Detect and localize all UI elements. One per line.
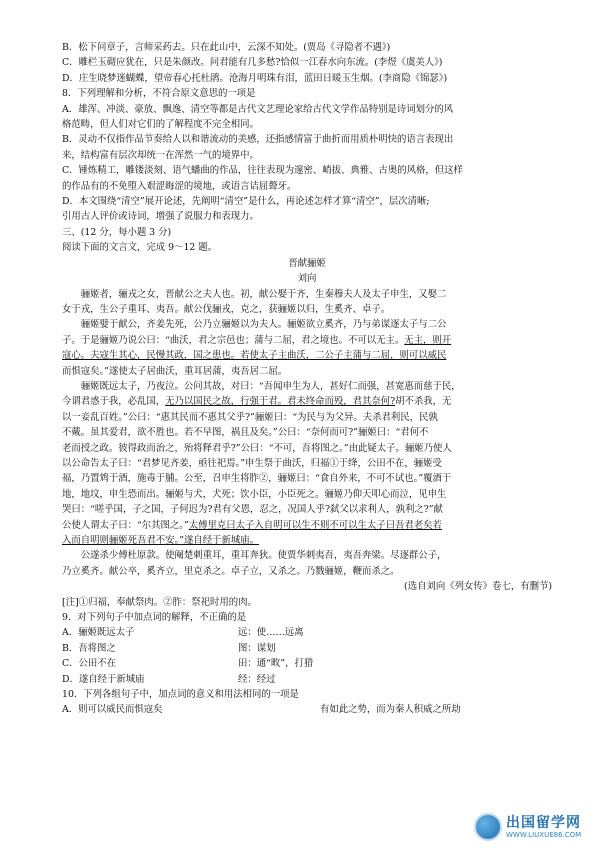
option-label: A．骊姬既远太子 [62,627,135,639]
reading-instruction: 阅读下面的文言文，完成 9～12 题。 [62,242,218,254]
q8-option-b-2: 来，结构富有层次却统一在浑然一气的境界中。 [62,149,259,161]
option-c-line: C．雕栏玉砌应犹在，只是朱颜改。问君能有几多愁?恰似一江春水向东流。(李煜《虞美人》) [62,57,443,69]
watermark-main: 出国留学网 [506,814,581,831]
passage-line: 福，乃置鸩于酒，施毒于脯。公至，召申生将胙②，骊姬曰：“食自外来，不可不试也。”覆酒于 [62,473,452,485]
passage-line [62,518,552,533]
passage-line: 骊姬既远太子，乃夜泣。公问其故，对曰：“吾闻申生为人，甚好仁而强，甚宽惠而慈于民， [80,380,461,392]
option-answer: 经：经过 [238,673,276,685]
passage-line: 女于戎，生公子重耳、夷吾。献公伐骊戎，克之，获骊姬以归，生奚齐、卓子。 [62,303,391,315]
passage-line: 不戴。虽其爱君，欲不胜也。若不早图，祸且及矣。”公曰：“奈何而可?”骊姬曰：“君何不 [62,427,429,439]
passage-line: 骊姬者，骊戎之女，晋献公之夫人也。初，献公娶于齐，生秦穆夫人及太子申生，又娶二 [80,288,447,300]
q8-option-d-1: D．本文围绕“清空”展开论述，先阐明“清空”是什么，再论述怎样才算“清空”，层次清晰; [62,196,430,208]
question-10-stem: 10．下列各组句子中，加点词的意义和用法相同的一项是 [62,689,299,701]
underlined-sentence-1-cont: 寇心。夫寇生其心，民慢其政，国之患也。若使太子主曲沃，二公子主蒲与二屈，则可以威民 [62,350,447,362]
passage-line: 以公命告太子曰：“君梦见齐姜，亟往祀焉。”申生祭于曲沃，归福①于绛，公田不在，骊姬受 [62,457,442,469]
passage-text: 公使人谓太子曰：“尔其图之。” [62,519,189,531]
option-label: D．遂自经于新城庙 [62,673,145,685]
passage-line [62,394,552,409]
passage-source: (选自刘向《列女传》卷七，有删节) [404,581,552,593]
passage-notes: [注]①归福，奉献祭肉。②胙：祭祀时用的肉。 [62,596,257,608]
option-label: C．公田不在 [62,658,117,670]
passage-line: 哭曰：“嗟乎国，子之国，子何迟为?君有父恩，忍之，况国人乎?弑父以求利人，孰利之?”献 [62,504,443,516]
passage-line: 乃立奚齐。献公卒，奚齐立，里克杀之。卓子立，又杀之。乃戮骊姬，鞭而杀之。 [62,565,400,577]
passage-text: 今谓君惑于我，必乱国， [62,396,166,408]
question-9-stem: 9．对下列句子中加点词的解释，不正确的是 [62,612,247,624]
passage-line [62,533,552,548]
option-b-line: B．松下问章子，言师采药去。只在此山中，云深不知处。(贾岛《寻隐者不遇》) [62,42,391,53]
watermark-text [506,816,581,839]
passage-line [62,333,552,348]
passage-line [62,348,552,363]
q8-option-c-2: 的作品有的不免堕入艰涩晦涩的境地，或语言诘屈聱牙。 [62,180,297,192]
underlined-sentence-2: 无乃以国民之故，行强于君。君未终命而殁，君其奈何? [165,396,396,408]
passage-line: 而惧寇矣。”遂使太子居曲沃，重耳居蒲，夷吾居二屈。 [62,365,288,377]
option-answer: 远：使……远离 [238,627,304,639]
passage-line: 以一妾乱百姓。”公曰：“惠其民而不惠其父乎?”骊姬曰：“为民与为父异。夫杀君利民，民孰 [62,411,438,423]
question-8-stem: 8．下列理解和分析，不符合原文意思的一项是 [62,88,256,100]
option-answer: 图：谋划 [238,642,276,654]
passage-text: 胡不杀我，无 [395,396,452,408]
q8-option-a-2: 格范畴，但人们对它们的了解程度不完全相同。 [62,119,259,131]
q8-option-b-1: B．灵动不仅指作品节奏给人以和谐流动的美感，还指感情富于曲折而用质朴明快的语言表现出 [62,134,454,146]
option-answer: 田：通“畋”，打猎 [238,658,314,670]
passage-title: 晋献骊姬 [288,257,326,269]
option-label: A．则可以威民而惧寇矣 [62,704,163,716]
passage-line: 公遂杀少傅杜原款。使阉楚刺重耳，重耳奔狄。使贾华刺夷吾，夷吾奔梁。尽逐群公子， [80,550,447,562]
passage-author: 刘向 [297,273,317,285]
option-d-line: D．庄生晓梦迷蝴蝶，望帝春心托杜鹃。沧海月明珠有泪，蓝田日暖玉生烟。(李商隐《锦瑟》) [62,72,448,84]
underlined-sentence-3-cont: 入而自明则骊姬死吾君不安。”遂自经于新城庙。 [62,535,259,546]
q8-option-a-1: A．雄浑、冲淡、豪放、飘逸、清空等都是古代文艺理论家给古代文学作品特别是诗词划分的风 [62,103,454,115]
passage-line: 骊姬嬖于献公，齐姜先死，公乃立骊姬以为夫人。骊姬欲立奚齐，乃与弟谋逐太子与二公 [80,319,447,331]
q9-option-b [62,641,552,656]
option-label: B．吾将图之 [62,642,116,654]
globe-logo-icon [474,813,502,841]
watermark-url: WWW.LIUXUE86.COM [506,830,582,839]
site-watermark [474,812,594,842]
q9-option-a [62,625,552,640]
q10-option-a [62,702,552,717]
underlined-sentence-1: 无主，则开 [404,334,452,346]
exam-page [62,40,552,718]
underlined-sentence-3: 太傅里克曰太子入自明可以生不则不可以生太子曰吾君老矣若 [188,519,442,531]
passage-text: 子。于是骊姬乃说公曰：“曲沃，君之宗邑也；蒲与二屈，君之境也。不可以无主。 [62,334,405,346]
q9-option-c [62,656,552,671]
q8-option-c-1: C．锤炼精工，雕镂淡刻、语气蟠曲的作品，往往表现为邃密、峭拔、典雅、古奥的风格，但这样 [62,165,463,177]
q9-option-d [62,672,552,687]
section-three-heading: 三、(12 分，每小题 3 分) [62,226,172,238]
passage-line: 地，地坟，申生恐而出。骊姬与犬，犬死；饮小臣，小臣死之。骊姬乃仰天叩心而泣，见申生 [62,488,447,500]
option-answer: 有如此之势，而为秦人积威之所劫 [320,704,461,716]
passage-line: 老而授之政。彼得政而治之，殆将释君乎?”公曰：“不可，吾将图之。”由此疑太子。骊姬乃使人 [62,442,452,454]
q8-option-d-2: 引用古人评价或诗词，增强了说服力和表现力。 [62,211,259,223]
